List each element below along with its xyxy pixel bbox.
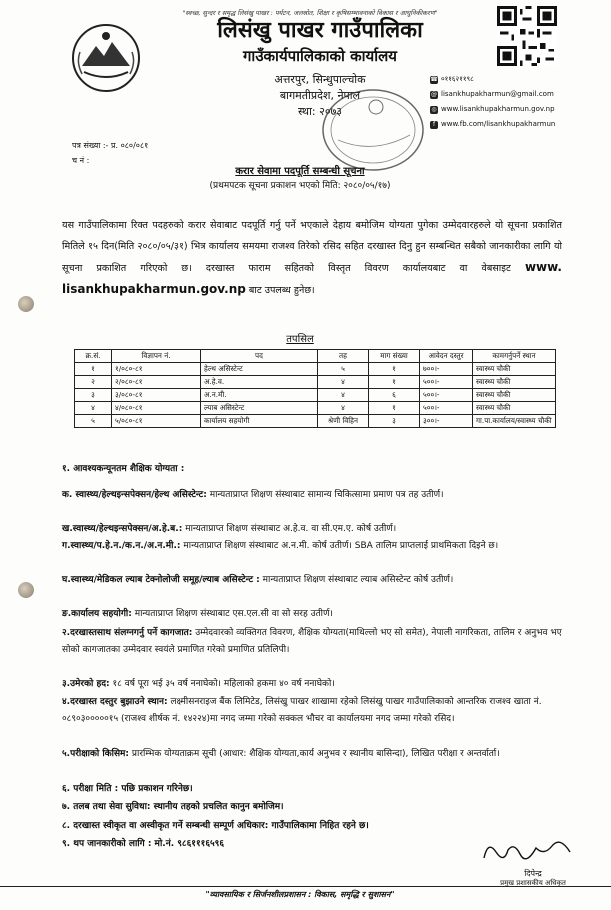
notice-paragraph: यस गाउँपालिकामा रिक्त पदहरुको करार सेवाबाट पदपूर्ति गर्नु पर्ने भएकाले देहाय बमोजिम योग्यता पुगेका उम्मेदवारहरुले यो सूचना प्रकाशित मितिले १५ दिन(मिति २०८०/०५/३१) भित्र कार्यालय समयमा राजश्व तिरेको रसिद सहित दरखास्त दिनु हुन सम्बन्धित सबैको जानकारीका लागि यो सूचना प्रकाशित गरिएको छ। दरखास्त फाराम सहितको विस्तृत विवरण कार्यालयबाट वा वेबसाइट www. lisankhupakharmun.gov.np बाट उपलब्ध हुनेछ।: [62, 220, 562, 296]
col-level: तह: [318, 350, 369, 363]
cell: ५००।-: [420, 376, 473, 389]
qr-code-icon: [497, 6, 557, 66]
section-7: ७. तलब तथा सेवा सुविधा: स्थानीय तहको प्रचलित कानुन बमोजिम।: [62, 802, 284, 812]
cell: ४/०८०-८१: [112, 402, 201, 415]
col-sn: क्र.सं.: [75, 350, 112, 363]
section-9: ९. थप जानकारीको लागि : मो.नं. ९८६१११६५९६: [62, 839, 225, 849]
website-link[interactable]: www. lisankhupakharmun.gov.np: [62, 260, 562, 296]
signatory-title: प्रमुख प्रशासकीय अधिकृत: [500, 879, 566, 887]
dispatch-number: च नं :: [72, 156, 90, 165]
notice-subject: करार सेवामा पदपूर्ति सम्बन्धी सूचना: [235, 166, 365, 177]
cell: स्वास्थ्य चौकी: [473, 376, 556, 389]
signature-block: [478, 838, 588, 888]
established-year: स्था: २०७३: [297, 105, 343, 118]
section-1a: क. स्वास्थ्य/हेल्थइन्सपेक्सन/हेल्थ असिस्टेन्ट: मान्यताप्राप्त शिक्षण संस्थाबाट सामान्य चिकित्सामा प्रमाण पत्र तह उतीर्ण।: [62, 490, 444, 500]
cell: ४: [75, 402, 112, 415]
footer-divider: [0, 886, 611, 887]
office-stamp-icon: [318, 85, 428, 175]
cell: ५/०८०-८१: [112, 415, 201, 428]
section-8: ८. दरखास्त स्वीकृत वा अस्वीकृत गर्ने सम्बन्धी सम्पूर्ण अधिकार: गाउँपालिकामा निहित रहने छ।: [62, 821, 369, 831]
address-line-2: बागमतीप्रदेश, नेपाल: [279, 89, 361, 102]
col-ad-no: विज्ञापन नं.: [112, 350, 201, 363]
section-1b: ख.स्वास्थ्य/हेल्थइन्सपेक्सन/अ.हे.ब.: मान्यताप्राप्त शिक्षण संस्थाबाट अ.हे.व. वा सी.एम.ए. कोर्ष उतीर्ण।: [62, 524, 397, 534]
table-row: [75, 363, 556, 376]
cell: १: [369, 363, 420, 376]
cell: हेल्थ असिस्टेन्ट: [201, 363, 318, 376]
table-row: [75, 402, 556, 415]
section-1d: घ.स्वास्थ्य/मेडिकल ल्याब टेक्नोलोजी समूह/ल्याब असिस्टेन्ट : मान्यताप्राप्त शिक्षण संस्थाबाट ल्याब असिस्टेन्ट कोर्ष उतीर्ण।: [62, 575, 454, 585]
col-demand: माग संख्या: [369, 350, 420, 363]
phone-icon: ☎: [430, 75, 438, 83]
office-subtitle: गाउँकार्यपालिकाको कार्यालय: [242, 47, 397, 65]
section-1-heading: १. आवश्यकन्यूनतम शैक्षिक योग्यता :: [62, 464, 185, 474]
section-1c: ग.स्वास्थ्य/प.हे.न./क.न./अ.न.मी.: मान्यताप्राप्त शिक्षण संस्थाबाट अ.न.मी. कोर्ष उतीर्ण। SBA तालिम प्राप्तलाई प्राथमिकता दिइने छ।: [62, 541, 499, 551]
signatory-name: दिपेन्द्र: [524, 869, 542, 878]
section-1e: ङ.कार्यालय सहयोगी: मान्यताप्राप्त शिक्षण संस्थाबाट एस.एल.सी वा सो सरह उतीर्ण।: [62, 609, 333, 619]
nepal-emblem-icon: [70, 22, 142, 94]
section-6: ६. परीक्षा मिति : पछि प्रकाशन गरिनेछ।: [62, 784, 193, 794]
notice-publish-date: (प्रथमपटक सूचना प्रकाशन भएको मिति: २०८०/०५/१७): [209, 181, 391, 191]
email-icon: @: [431, 90, 437, 98]
cell: श्रेणी विहिन: [318, 415, 369, 428]
col-fee: आवेदन दस्तुर: [420, 350, 473, 363]
cell: ४: [318, 389, 369, 402]
vacancy-table: [74, 349, 556, 428]
contact-website: ◎ www.lisankhupakharmun.gov.np: [431, 105, 555, 113]
cell: ३/०८०-८१: [112, 389, 201, 402]
cell: ४: [318, 376, 369, 389]
cell: कार्यालय सहयोगी: [201, 415, 318, 428]
cell: गा.पा.कार्यालय/स्वास्थ्य चौकी: [473, 415, 556, 428]
cell: ३: [369, 415, 420, 428]
header-motto: "स्वच्छ, सुन्दर र समृद्ध लिसंखु पाखर : पर्यटन, जलस्रोत, शिक्षा र कृषिसम्भावनाको विकास र आधुनिकीकरण": [182, 9, 438, 17]
cell: ५: [318, 363, 369, 376]
col-workplace: कामगर्नुपर्ने स्थान: [473, 350, 556, 363]
contact-block: [430, 72, 610, 132]
cell: ४: [318, 402, 369, 415]
signature-icon: [478, 838, 588, 864]
table-row: [75, 389, 556, 402]
cell: स्वास्थ्य चौकी: [473, 363, 556, 376]
contact-phone: ☎ ०११६२११९८: [430, 75, 474, 83]
cell: ६: [369, 389, 420, 402]
table-caption: तपसिल: [286, 334, 314, 345]
cell: १: [369, 376, 420, 389]
section-4: ४.दरखास्त दस्तुर बुझाउने स्थान: लक्ष्मीसनराइज बैंक लिमिटेड, लिसंखु पाखर शाखामा रहेको लिसंखु पाखर गाउँपालिकाको आन्तरिक राजश्व खाता नं. ०८९०३०००००१५ (राजश्व शीर्षक नं. १४२२४)मा नगद जम्मा गरेको सक्कल भौचर वा कार्यालयमा नगद जम्मा गरेको रसिद।: [62, 697, 542, 724]
cell: २: [75, 376, 112, 389]
cell: १: [369, 402, 420, 415]
punch-hole: [18, 582, 34, 598]
section-5: ५.परीक्षाको किसिम: प्रारम्भिक योग्यताक्रम सूची (आधार: शैक्षिक योग्यता,कार्य अनुभव र स्थानीय बासिन्दा), लिखित परीक्षा र अन्तर्वार्ता।: [62, 749, 500, 759]
cell: स्वास्थ्य चौकी: [473, 389, 556, 402]
cell: अ.हे.व.: [201, 376, 318, 389]
facebook-icon: f: [430, 121, 438, 129]
section-3: ३.उमेरको हद: १८ वर्ष पूरा भई ३५ वर्ष ननाघेको। महिलाको हकमा ४० वर्ष ननाघेको।: [62, 679, 335, 689]
address-line-1: अत्तरपुर, सिन्धुपाल्चोक: [274, 73, 366, 86]
footer-slogan: "व्यावसायिक र सिर्जनशीलप्रशासन : विकास, समृद्धि र सुशासन": [205, 890, 395, 899]
cell: ५००।-: [420, 389, 473, 402]
cell: ३००।-: [420, 415, 473, 428]
col-post: पद: [201, 350, 318, 363]
contact-facebook: f www.fb.com/lisankhupakharmun: [430, 117, 610, 132]
contact-email: @ lisankhupakharmun@gmail.com: [431, 90, 554, 98]
cell: १: [75, 363, 112, 376]
reference-number: पत्र संख्या :- प्र. ०८०/०८१: [72, 141, 149, 150]
cell: ल्याब असिस्टेन्ट: [201, 402, 318, 415]
table-row: [75, 376, 556, 389]
table-header-row: [75, 350, 556, 363]
section-2: २.दरखास्तसाथ संलग्नगर्नु पर्ने कागजात: उम्मेदवारको व्यक्तिगत विवरण, शैक्षिक योग्यता(माथिल्लो भए सो समेत), नेपाली नागरिकता, तालिम र अनुभव भए सोको कागजातका उम्मेदवार स्वयंले प्रमाणित गरेको प्रमाणित प्रतिलिपी।: [62, 628, 562, 655]
municipality-title: लिसंखु पाखर गाउँपालिका: [217, 18, 423, 43]
cell: स्वास्थ्य चौकी: [473, 402, 556, 415]
cell: ५: [75, 415, 112, 428]
table-row: [75, 415, 556, 428]
cell: ७००।-: [420, 363, 473, 376]
punch-hole: [18, 296, 34, 312]
globe-icon: ◎: [431, 105, 437, 113]
cell: अ.न.मी.: [201, 389, 318, 402]
cell: २/०८०-८१: [112, 376, 201, 389]
cell: ५००।-: [420, 402, 473, 415]
cell: १/०८०-८१: [112, 363, 201, 376]
cell: ३: [75, 389, 112, 402]
